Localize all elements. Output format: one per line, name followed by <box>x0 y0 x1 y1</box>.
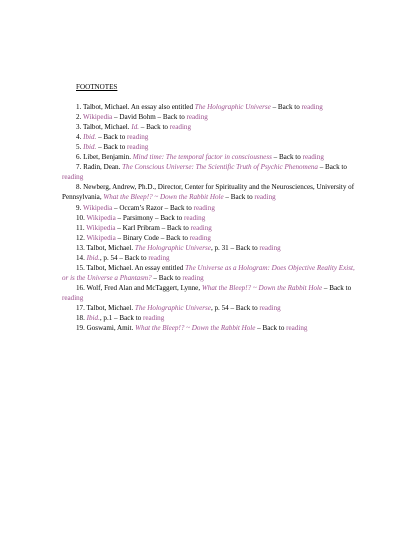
back-to-reading-link[interactable]: reading <box>127 133 149 142</box>
footnote-text: , p.1 – Back to <box>99 314 143 323</box>
back-to-reading-link[interactable]: reading <box>190 223 212 232</box>
footnote-text: – Back to <box>96 133 128 142</box>
footnote-text: , p. 31 – Back to <box>210 243 260 252</box>
citation-title: Mind time: The temporal factor in consciousness <box>132 153 272 162</box>
back-to-reading-link[interactable]: reading <box>62 293 84 302</box>
footnote-text: 9. <box>76 203 83 212</box>
back-to-reading-link[interactable]: reading <box>169 123 192 132</box>
citation-title: The Conscious Universe: The Scientific Truth of Psychic Phenomena <box>122 163 318 172</box>
footnote-item <box>62 142 362 152</box>
footnotes-heading: FOOTNOTES <box>76 83 118 91</box>
wikipedia-link[interactable]: Wikipedia <box>82 113 113 122</box>
footnote-item <box>62 303 362 313</box>
footnote-text: – Parsimony – Back to <box>115 213 184 222</box>
wikipedia-link[interactable]: Wikipedia <box>86 233 116 242</box>
back-to-reading-link[interactable]: reading <box>62 173 84 182</box>
footnote-text: 16. Wolf, Fred Alan and McTaggert, Lynne, <box>76 283 202 292</box>
footnote-text: – Back to <box>139 123 170 132</box>
footnote-text: – Back to <box>96 143 128 152</box>
footnote-text: 2. <box>76 113 83 122</box>
footnote-list <box>62 102 362 333</box>
footnote-text: 17. Talbot, Michael. <box>76 303 135 312</box>
footnote-item <box>62 152 362 162</box>
wikipedia-link[interactable]: Wikipedia <box>82 203 113 212</box>
footnote-item <box>62 243 362 253</box>
footnote-item <box>62 253 362 263</box>
footnote-text: 6. Libet, Benjamin. <box>76 153 133 162</box>
footnote-text: – Back to <box>223 193 255 202</box>
back-to-reading-link[interactable]: reading <box>286 324 308 333</box>
wikipedia-link[interactable]: Wikipedia <box>86 223 116 232</box>
footnote-text: – Back to <box>255 324 287 333</box>
back-to-reading-link[interactable]: reading <box>254 193 276 202</box>
footnote-text: , p. 54 – Back to <box>210 303 260 312</box>
footnote-text: – David Bohm – Back to <box>112 113 187 122</box>
footnote-text: 14. <box>76 253 87 262</box>
footnote-text: , p. 54 – Back to <box>99 253 149 262</box>
footnote-text: – Karl Pribram – Back to <box>115 223 191 232</box>
footnote-item <box>62 223 362 233</box>
footnotes-section <box>62 82 362 333</box>
footnote-item <box>62 182 362 202</box>
footnote-item <box>62 313 362 323</box>
back-to-reading-link[interactable]: reading <box>127 143 149 152</box>
footnote-text: – Back to <box>271 153 303 162</box>
back-to-reading-link[interactable]: reading <box>301 103 323 112</box>
footnote-item <box>62 122 362 132</box>
back-to-reading-link[interactable]: reading <box>182 273 204 282</box>
footnote-item <box>62 323 362 333</box>
footnote-item <box>62 162 362 182</box>
citation-title: The Holographic Universe <box>134 243 211 252</box>
footnote-text: 8. Newberg, Andrew, Ph.D., Director, Center for Spirituality and the Neurosciences, University of Pennsylvania, <box>62 183 355 202</box>
citation-title: The Universe as a Hologram: Does Objective Reality Exist, or is the Universe a Phantasm? <box>62 263 355 282</box>
footnote-item <box>62 233 362 243</box>
footnote-item <box>62 132 362 142</box>
footnote-text: 10. <box>76 213 87 222</box>
footnote-text: – Back to <box>322 283 352 292</box>
footnote-item <box>62 203 362 213</box>
footnote-text: 11. <box>76 223 87 232</box>
footnote-text: 5. <box>76 143 84 152</box>
back-to-reading-link[interactable]: reading <box>259 303 281 312</box>
citation-title: The Holographic Universe <box>194 103 271 112</box>
footnote-text: – Back to <box>317 163 347 172</box>
back-to-reading-link[interactable]: reading <box>186 113 208 122</box>
footnote-text: – Back to <box>270 103 302 112</box>
citation-title: Ibid. <box>86 314 100 323</box>
back-to-reading-link[interactable]: reading <box>143 314 165 323</box>
footnote-text: 3. Talbot, Michael. <box>76 123 132 132</box>
footnote-item <box>62 102 362 112</box>
footnote-text: 19. Goswami, Amit. <box>76 324 136 333</box>
footnote-text: 15. Talbot, Michael. An essay entitled <box>76 263 186 272</box>
footnote-text: 12. <box>76 233 87 242</box>
footnote-text: 18. <box>76 314 87 323</box>
citation-title: The Holographic Universe <box>134 303 211 312</box>
footnote-item <box>62 263 362 283</box>
footnote-item <box>62 283 362 303</box>
citation-title: Id. <box>131 123 140 132</box>
back-to-reading-link[interactable]: reading <box>183 213 206 222</box>
back-to-reading-link[interactable]: reading <box>259 243 281 252</box>
citation-title: What the Bleep!? ~ Down the Rabbit Hole <box>135 324 256 333</box>
back-to-reading-link[interactable]: reading <box>189 233 211 242</box>
footnote-text: 1. Talbot, Michael. An essay also entitled <box>76 103 195 112</box>
footnote-text: – Occam’s Razor – Back to <box>112 203 194 212</box>
citation-title: Ibid. <box>83 143 97 152</box>
footnote-text: 13. Talbot, Michael. <box>76 243 135 252</box>
footnote-item <box>62 112 362 122</box>
citation-title: Ibid. <box>83 133 97 142</box>
back-to-reading-link[interactable]: reading <box>302 153 324 162</box>
footnote-text: 4. <box>76 133 84 142</box>
back-to-reading-link[interactable]: reading <box>148 253 170 262</box>
citation-title: Ibid. <box>86 253 100 262</box>
footnote-text: – Back to <box>151 273 183 282</box>
footnote-text: 7. Radin, Dean. <box>76 163 123 172</box>
wikipedia-link[interactable]: Wikipedia <box>86 213 116 222</box>
citation-title: What the Bleep!? ~ Down the Rabbit Hole <box>201 283 323 292</box>
back-to-reading-link[interactable]: reading <box>193 203 215 212</box>
citation-title: What the Bleep!? ~ Down the Rabbit Hole <box>103 193 224 202</box>
footnote-text: – Binary Code – Back to <box>115 233 190 242</box>
footnote-item <box>62 213 362 223</box>
